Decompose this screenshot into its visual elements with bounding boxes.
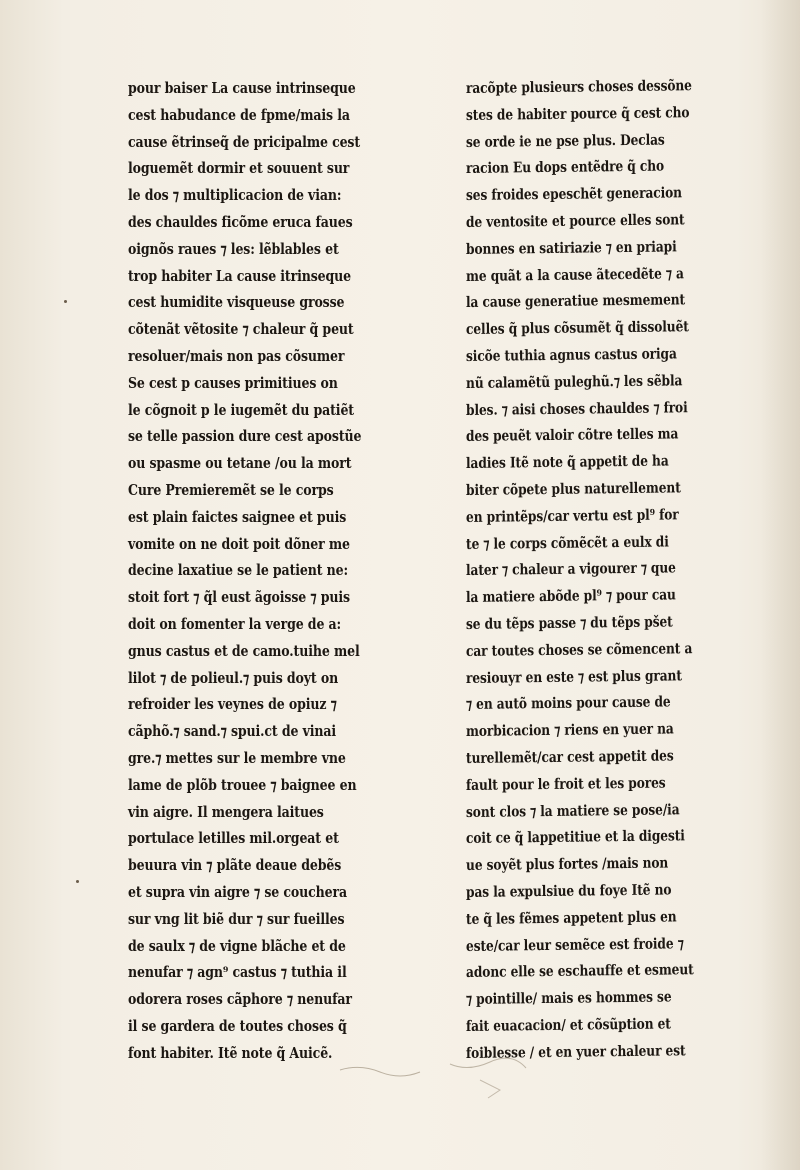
text-line: nenufar ⁊ agn⁹ castus ⁊ tuthia il [128,964,347,982]
text-line: bonnes en satiriazie ⁊ en priapi [465,238,677,258]
text-line: biter cõpete plus naturellement [465,479,681,499]
text-line: sont clos ⁊ la matiere se pose/ia [465,800,680,821]
text-line: pour baiser La cause intrinseque [128,80,356,97]
text-line: adonc elle se eschauffe et esmeut [465,961,694,982]
text-line: nũ calamẽtũ puleghũ.⁊ les sẽbla [465,372,683,392]
ink-smudge [330,1050,550,1110]
text-line: ⁊ pointille/ mais es hommes se [465,988,672,1009]
text-line: il se gardera de toutes choses q̃ [128,1017,347,1035]
text-line: se du tẽps passe ⁊ du tẽps pšet [465,613,673,633]
text-line: trop habiter La cause itrinseque [128,267,352,285]
text-line: cest humidite visqueuse grosse [128,294,345,312]
text-line: racõpte plusieurs choses dessõne [465,77,692,97]
text-line: Se cest p causes primitiues on [128,374,338,392]
text-line: bles. ⁊ aisi choses chauldes ⁊ froi [465,398,688,419]
text-line: est plain faictes saignee et puis [128,508,347,526]
text-line: des peuẽt valoir cõtre telles ma [465,425,679,446]
text-line: vomite on ne doit poit dõner me [128,535,350,553]
text-line: lilot ⁊ de polieul.⁊ puis doyt on [128,669,339,687]
text-line: car toutes choses se cõmencent a [465,639,693,660]
text-line: fait euacacion/ et cõsũption et [465,1015,671,1035]
text-line: de saulx ⁊ de vigne blãche et de [128,937,346,955]
text-line: resiouyr en este ⁊ est plus grant [465,666,682,687]
text-line: stes de habiter pource q̃ cest cho [465,104,690,124]
text-line: de ventosite et pource elles sont [465,211,685,231]
text-line: le dos ⁊ multiplicacion de vian: [128,187,342,205]
text-line: ses froides epeschẽt generacion [465,184,683,205]
text-line: Cure Premieremẽt se le corps [128,481,334,499]
text-line: morbicacion ⁊ riens en yuer na [465,720,674,741]
text-line: cãphõ.⁊ sand.⁊ spui.ct de vinai [128,723,337,741]
text-line: la cause generatiue mesmement [465,291,686,312]
text-line: doit on fomenter la verge de a: [128,615,342,633]
text-line: se orde ie ne pse plus. Declas [465,131,665,151]
text-line: gnus castus et de camo.tuihe mel [128,642,360,660]
text-line: se telle passion dure cest apostũe [128,428,362,446]
text-line: et supra vin aigre ⁊ se couchera [128,883,347,901]
text-line: ⁊ en autõ moins pour cause de [465,693,671,714]
text-line: cause ẽtrinseq̃ de pricipalme cest [128,133,361,151]
text-line: stoit fort ⁊ q̃l eust ãgoisse ⁊ puis [128,589,350,607]
text-line: resoluer/mais non pas cõsumer [128,347,345,365]
text-line: le cõgnoit p le iugemẽt du patiẽt [128,401,354,419]
text-line: coit ce q̃ lappetitiue et la digesti [465,827,685,848]
text-line: font habiter. Itẽ note q̃ Auicẽ. [128,1044,333,1062]
text-line: ladies Itẽ note q̃ appetit de ha [465,452,669,473]
text-line: te ⁊ le corps cõmẽcẽt a eulx di [465,533,669,553]
text-line: vin aigre. Il mengera laitues [128,803,324,821]
text-line: cest habudance de fpme/mais la [128,106,350,124]
text-line: loguemẽt dormir et souuent sur [128,160,350,178]
text-line: turellemẽt/car cest appetit des [465,747,674,767]
text-line: en printẽps/car vertu est pl⁹ for [465,506,679,526]
margin-speck [76,880,79,883]
text-line: foiblesse / et en yuer chaleur est [465,1041,686,1062]
text-line: sicõe tuthia agnus castus origa [465,345,677,365]
margin-speck [64,300,67,303]
text-line: des chauldes ficõme eruca faues [128,213,353,231]
text-line: cõtenãt vẽtosite ⁊ chaleur q̃ peut [128,321,354,339]
text-line: odorera roses cãphore ⁊ nenufar [128,991,352,1009]
text-line: ue soyẽt plus fortes /mais non [465,854,669,875]
text-line: pas la expulsiue du foye Itẽ no [465,881,672,901]
text-line: me quãt a la cause ãtecedẽte ⁊ a [465,264,684,285]
text-line: oignõs raues ⁊ les: lẽblables et [128,240,339,258]
text-line: later ⁊ chaleur a vigourer ⁊ que [465,559,676,580]
left-text-column [128,76,458,1067]
text-line: fault pour le froit et les pores [465,774,666,794]
text-line: gre.⁊ mettes sur le membre vne [128,749,346,767]
right-text-column [466,76,796,1067]
text-line: racion Eu dops entẽdre q̃ cho [465,157,665,178]
text-line: celles q̃ plus cõsumẽt q̃ dissoluẽt [465,318,689,339]
text-line: lame de plõb trouee ⁊ baignee en [128,776,357,794]
text-line: portulace letilles mil.orgeat et [128,830,339,848]
text-line: este/car leur semẽce est froide ⁊ [465,934,684,955]
text-line: refroider les veynes de opiuz ⁊ [128,696,337,714]
text-line: la matiere abõde pl⁹ ⁊ pour cau [465,586,676,607]
text-line: te q̃ les fẽmes appetent plus en [465,908,677,928]
text-line: ou spasme ou tetane /ou la mort [128,455,352,473]
text-line: sur vng lit biẽ dur ⁊ sur fueilles [128,910,345,928]
text-line: beuura vin ⁊ plãte deaue debẽs [128,857,342,875]
text-line: decine laxatiue se le patient ne: [128,562,348,580]
